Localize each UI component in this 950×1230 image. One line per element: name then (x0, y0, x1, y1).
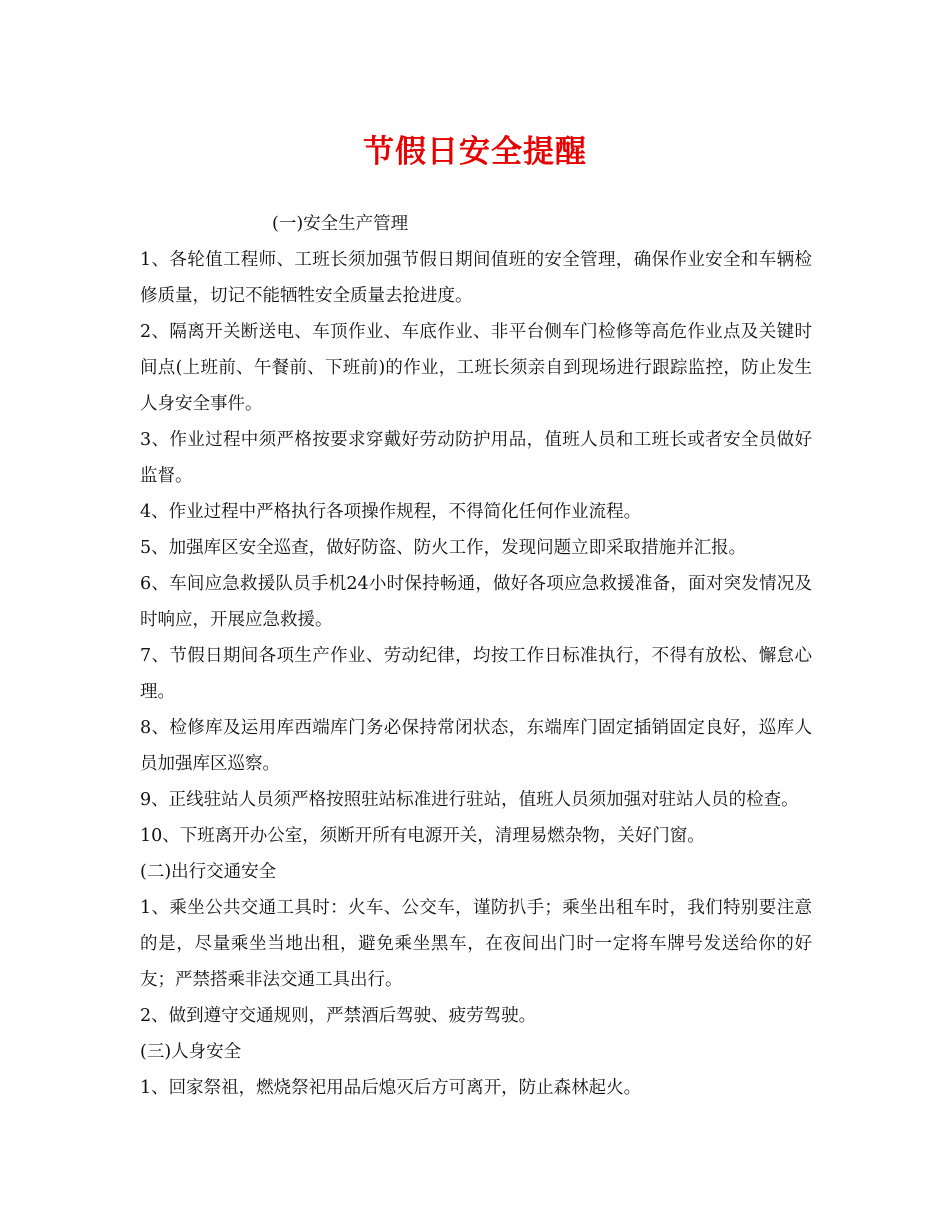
list-item: 7、节假日期间各项生产作业、劳动纪律，均按工作日标准执行，不得有放松、懈怠心理。 (140, 646, 812, 702)
list-item: 2、做到遵守交通规则，严禁酒后驾驶、疲劳驾驶。 (140, 1006, 537, 1026)
list-item: 3、作业过程中须严格按要求穿戴好劳动防护用品，值班人员和工班长或者安全员做好监督。 (140, 430, 812, 486)
list-item: 10、下班离开办公室，须断开所有电源开关，清理易燃杂物，关好门窗。 (140, 826, 705, 846)
document-body (140, 206, 812, 1106)
section-heading: (二)出行交通安全 (140, 862, 277, 882)
list-item: 2、隔离开关断送电、车顶作业、车底作业、非平台侧车门检修等高危作业点及关键时间点(上班前、午餐前、下班前)的作业，工班长须亲自到现场进行跟踪监控，防止发生人身安全事件。 (140, 322, 812, 414)
document-title: 节假日安全提醒 (363, 134, 587, 170)
list-item: 1、回家祭祖，燃烧祭祀用品后熄灭后方可离开，防止森林起火。 (140, 1078, 642, 1098)
list-item: 1、各轮值工程师、工班长须加强节假日期间值班的安全管理，确保作业安全和车辆检修质量，切记不能牺牲安全质量去抢进度。 (140, 250, 812, 306)
list-item: 5、加强库区安全巡查，做好防盗、防火工作，发现问题立即采取措施并汇报。 (140, 538, 747, 558)
section-heading: (三)人身安全 (140, 1042, 242, 1062)
section-heading: (一)安全生产管理 (272, 214, 409, 234)
list-item: 6、车间应急救援队员手机24小时保持畅通，做好各项应急救援准备，面对突发情况及时响应，开展应急救援。 (140, 574, 812, 630)
list-item: 1、乘坐公共交通工具时：火车、公交车，谨防扒手；乘坐出租车时，我们特别要注意的是，尽量乘坐当地出租，避免乘坐黑车，在夜间出门时一定将车牌号发送给你的好友；严禁搭乘非法交通工具出行。 (140, 898, 812, 990)
list-item: 9、正线驻站人员须严格按照驻站标准进行驻站，值班人员须加强对驻站人员的检查。 (140, 790, 799, 810)
list-item: 4、作业过程中严格执行各项操作规程，不得简化任何作业流程。 (140, 502, 642, 522)
list-item: 8、检修库及运用库西端库门务必保持常闭状态，东端库门固定插销固定良好，巡库人员加强库区巡察。 (140, 718, 812, 774)
